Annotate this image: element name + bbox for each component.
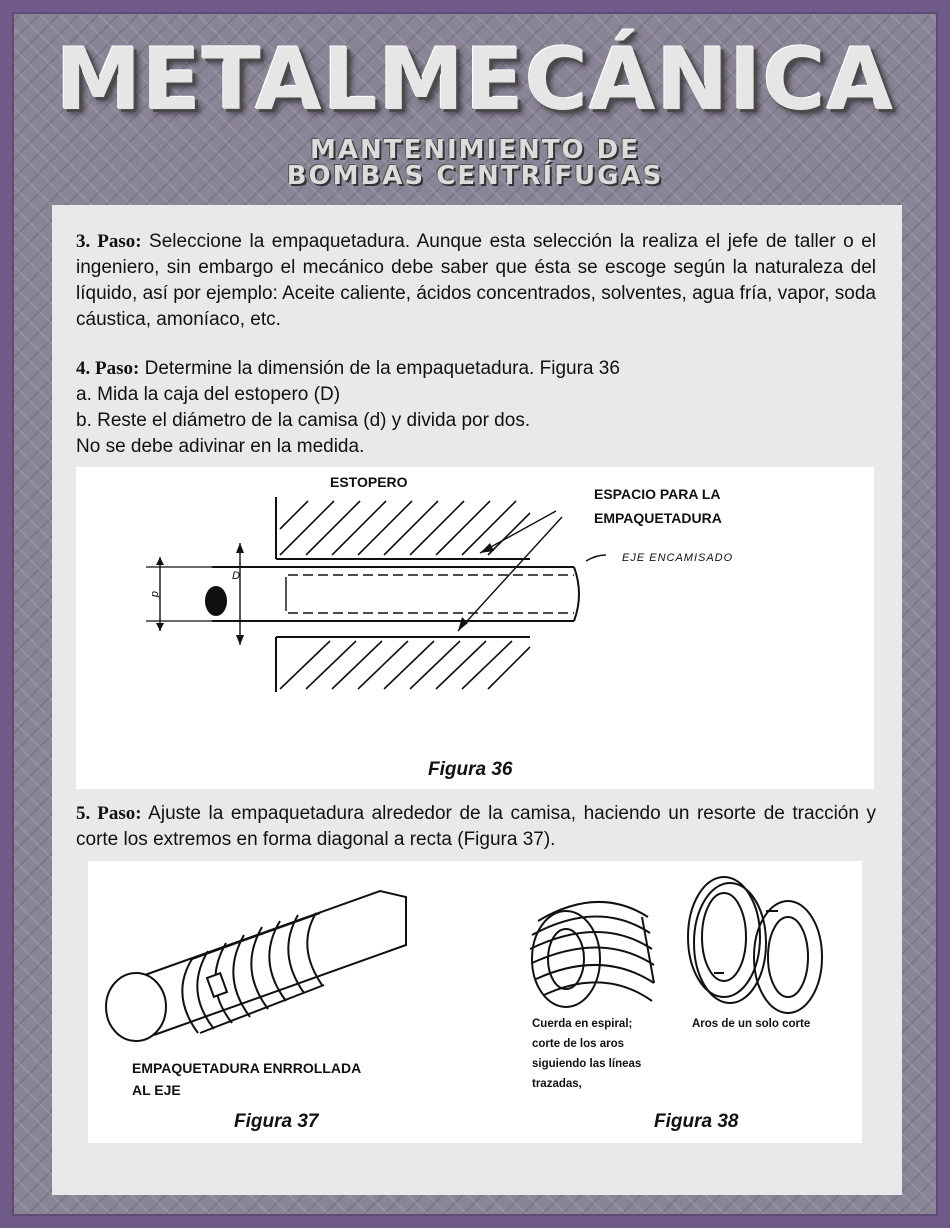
figures-37-38 <box>88 861 862 1143</box>
step3-text: Seleccione la empaquetadura. Aunque esta selección la realiza el jefe de taller o el ingeniero, sin embargo el mecánico debe saber que ésta se escoge según la naturaleza del líquido, así por ejemplo: Aceite caliente, ácidos concentrados, solventes, agua fría, vapor, soda cáustica, amoníaco, etc. <box>76 231 876 330</box>
fig38-left-label-line2: corte de los aros <box>532 1038 625 1050</box>
content-panel <box>52 205 902 1195</box>
step5-paragraph <box>76 801 876 853</box>
label-D: D <box>232 570 241 582</box>
fig37-label-line1: EMPAQUETADURA ENRROLLADA <box>132 1060 362 1076</box>
step4-paragraph <box>76 356 876 460</box>
step4-text: Determine la dimensión de la empaquetadura. Figura 36 <box>139 358 620 379</box>
housing-upper-hatch <box>280 501 530 555</box>
label-espacio-line1: ESPACIO PARA LA <box>594 486 721 502</box>
figure-38-caption: Figura 38 <box>654 1111 739 1132</box>
fig37-packing-cut <box>207 973 227 997</box>
fig37-packing-coils <box>182 913 324 1033</box>
fig38-left-label-line3: siguiendo las líneas <box>532 1058 642 1070</box>
step3-label: 3. Paso: <box>76 231 142 252</box>
fig38-left-label-line4: trazadas, <box>532 1078 582 1090</box>
label-eje-encamisado: EJE ENCAMISADO <box>622 552 734 564</box>
figure-37-drawing <box>106 891 406 1041</box>
page-title: METALMECÁNICA <box>55 30 895 130</box>
fig38-left-label-line1: Cuerda en espiral; <box>532 1018 633 1030</box>
figure-38-rings <box>688 877 822 1013</box>
housing-lower-hatch <box>280 641 530 689</box>
leader-eje <box>586 555 606 561</box>
figure-38-spiral <box>530 902 654 1007</box>
step5-text: Ajuste la empaquetadura alrededor de la camisa, haciendo un resorte de tracción y corte los extremos en forma diagonal a recta (Figura 37). <box>76 803 877 850</box>
figure-37-caption: Figura 37 <box>234 1111 319 1132</box>
fig37-label-line2: AL EJE <box>132 1082 181 1098</box>
shaft-end-curve <box>574 567 579 621</box>
figures-37-38-drawing <box>88 861 862 1143</box>
fig37-shaft <box>128 891 406 1035</box>
step4-line-b: b. Reste el diámetro de la camisa (d) y divida por dos. <box>76 410 531 431</box>
step4-line-a: a. Mida la caja del estopero (D) <box>76 384 341 405</box>
figure-36-drawing <box>76 467 874 789</box>
step5-label: 5. Paso: <box>76 803 142 824</box>
figure-36-caption: Figura 36 <box>428 759 513 780</box>
step3-paragraph <box>76 229 876 333</box>
label-estopero: ESTOPERO <box>330 474 408 490</box>
label-d: d <box>149 591 161 599</box>
page-subtitle-line1: MANTENIMIENTO DE <box>310 135 640 165</box>
label-espacio-line2: EMPAQUETADURA <box>594 510 722 526</box>
shaft-section <box>206 587 226 615</box>
fig37-shaft-end <box>106 973 166 1041</box>
figure-36 <box>76 467 874 789</box>
fig38-right-label: Aros de un solo corte <box>692 1018 811 1030</box>
page-subtitle-line2: BOMBAS CENTRÍFUGAS <box>286 161 664 191</box>
step4-line-c: No se debe adivinar en la medida. <box>76 436 365 457</box>
step4-label: 4. Paso: <box>76 358 140 379</box>
